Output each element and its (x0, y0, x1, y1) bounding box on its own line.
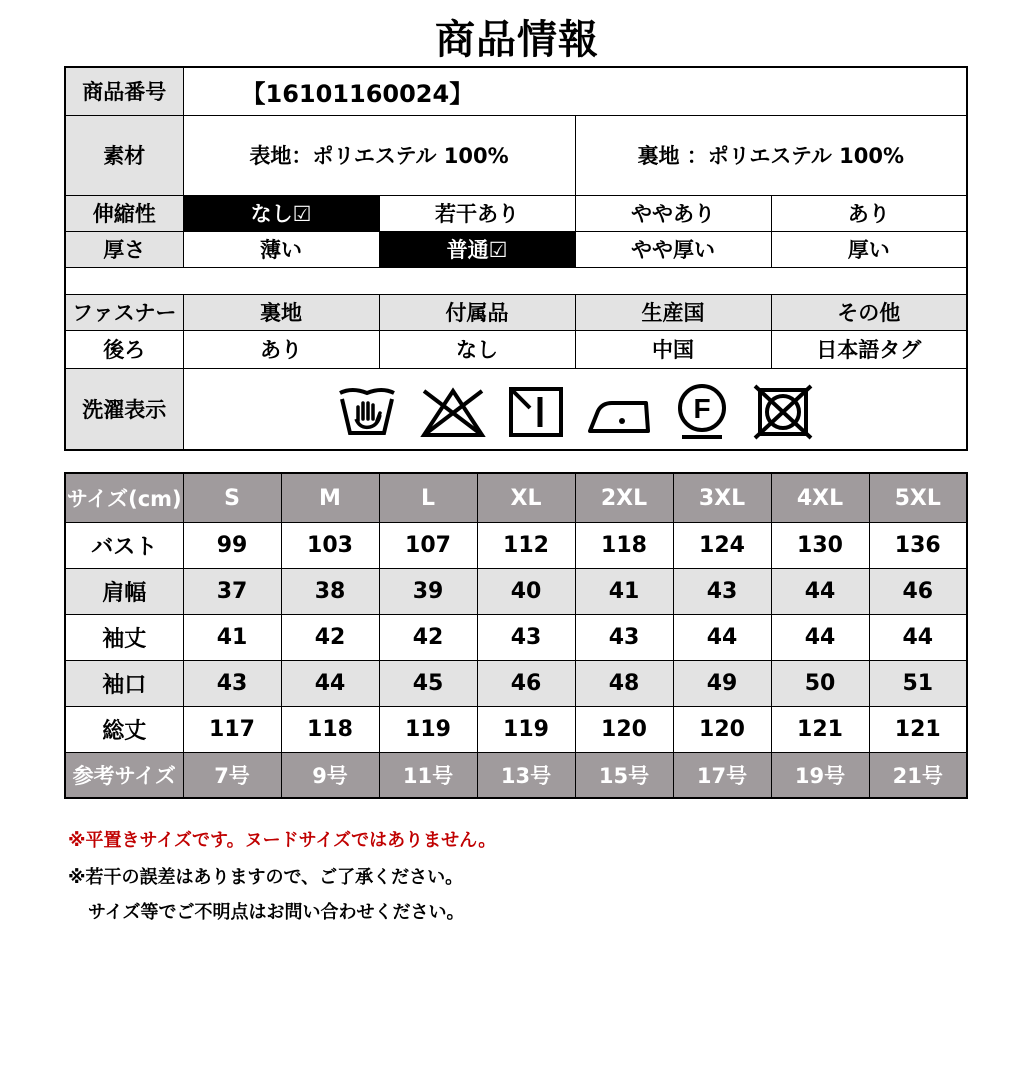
size-header-label: サイズ(cm) (65, 473, 183, 523)
thickness-option-thick: 厚い (771, 231, 967, 267)
row-label-sleeve-length: 袖丈 (65, 615, 183, 661)
table-cell: 44 (771, 569, 869, 615)
size-col-l: L (379, 473, 477, 523)
table-cell: 117 (183, 707, 281, 753)
table-cell: 50 (771, 661, 869, 707)
table-cell: 118 (575, 523, 673, 569)
svg-text:F: F (693, 392, 711, 424)
stretch-label: 伸縮性 (65, 195, 183, 231)
size-col-4xl: 4XL (771, 473, 869, 523)
washing-label: 洗濯表示 (65, 368, 183, 450)
reference-size-row (65, 753, 967, 799)
table-cell: 120 (673, 707, 771, 753)
zipper-header: ファスナー (65, 294, 183, 330)
material-outer: 表地：ポリエステル 100% (183, 115, 575, 195)
table-cell: 13号 (477, 753, 575, 799)
stretch-option-yes: あり (771, 195, 967, 231)
hand-wash-icon (336, 385, 398, 439)
table-cell: 19号 (771, 753, 869, 799)
spacer-row (65, 267, 967, 294)
row-label-cuff: 袖口 (65, 661, 183, 707)
table-cell: 48 (575, 661, 673, 707)
table-cell: 44 (673, 615, 771, 661)
stretch-option-slight: 若干あり (379, 195, 575, 231)
table-cell: 121 (771, 707, 869, 753)
size-col-xl: XL (477, 473, 575, 523)
size-table (64, 472, 968, 799)
accessories-value: なし (379, 330, 575, 368)
accessories-header: 付属品 (379, 294, 575, 330)
note-contact: サイズ等でご不明点はお問い合わせください。 (88, 902, 465, 923)
thickness-option-slightly-thick: やや厚い (575, 231, 771, 267)
note-tolerance: ※若干の誤差はありますので、ご了承ください。 (68, 867, 464, 888)
table-cell: 43 (575, 615, 673, 661)
thickness-option-thin: 薄い (183, 231, 379, 267)
size-col-s: S (183, 473, 281, 523)
row-label-shoulder: 肩幅 (65, 569, 183, 615)
lining-header: 裏地 (183, 294, 379, 330)
washing-row (65, 368, 967, 450)
spacer-cell (65, 267, 967, 294)
table-cell: 45 (379, 661, 477, 707)
table-cell: 121 (869, 707, 967, 753)
table-cell: 124 (673, 523, 771, 569)
table-cell: 136 (869, 523, 967, 569)
washing-icons (184, 377, 967, 441)
table-cell: 39 (379, 569, 477, 615)
table-cell: 43 (477, 615, 575, 661)
table-cell: 44 (869, 615, 967, 661)
table-cell: 15号 (575, 753, 673, 799)
table-cell: 37 (183, 569, 281, 615)
table-row (65, 707, 967, 753)
table-cell: 49 (673, 661, 771, 707)
table-cell: 99 (183, 523, 281, 569)
table-cell: 130 (771, 523, 869, 569)
no-bleach-icon (420, 385, 486, 439)
table-cell: 43 (673, 569, 771, 615)
table-cell: 107 (379, 523, 477, 569)
table-cell: 41 (575, 569, 673, 615)
country-header: 生産国 (575, 294, 771, 330)
table-cell: 44 (281, 661, 379, 707)
washing-icons-cell (183, 368, 967, 450)
page-title: 商品情報 (435, 17, 599, 63)
material-label: 素材 (65, 115, 183, 195)
iron-low-icon (586, 385, 652, 439)
material-lining: 裏地 ：ポリエステル 100% (575, 115, 967, 195)
reference-size-label: 参考サイズ (65, 753, 183, 799)
product-info-table (64, 66, 968, 451)
table-cell: 17号 (673, 753, 771, 799)
attributes-header-row (65, 294, 967, 330)
table-cell: 9号 (281, 753, 379, 799)
table-row (65, 569, 967, 615)
lining-value: あり (183, 330, 379, 368)
other-value: 日本語タグ (771, 330, 967, 368)
table-cell: 119 (379, 707, 477, 753)
table-cell: 7号 (183, 753, 281, 799)
table-cell: 38 (281, 569, 379, 615)
country-value: 中国 (575, 330, 771, 368)
table-cell: 112 (477, 523, 575, 569)
no-tumble-dry-icon (752, 384, 814, 440)
dry-clean-f-icon (674, 383, 730, 441)
size-header-row (65, 473, 967, 523)
table-cell: 103 (281, 523, 379, 569)
stretch-option-none: なし☑ (183, 195, 379, 231)
material-row (65, 115, 967, 195)
table-row (65, 615, 967, 661)
table-cell: 43 (183, 661, 281, 707)
table-cell: 120 (575, 707, 673, 753)
zipper-value: 後ろ (65, 330, 183, 368)
product-number-row (65, 67, 967, 115)
thickness-label: 厚さ (65, 231, 183, 267)
stretch-row (65, 195, 967, 231)
row-label-total-length: 総丈 (65, 707, 183, 753)
table-cell: 11号 (379, 753, 477, 799)
table-cell: 119 (477, 707, 575, 753)
size-col-3xl: 3XL (673, 473, 771, 523)
table-cell: 118 (281, 707, 379, 753)
size-col-2xl: 2XL (575, 473, 673, 523)
table-row (65, 661, 967, 707)
thickness-row (65, 231, 967, 267)
table-cell: 41 (183, 615, 281, 661)
line-dry-shade-icon (508, 385, 564, 439)
stretch-option-some: ややあり (575, 195, 771, 231)
table-cell: 42 (379, 615, 477, 661)
table-cell: 40 (477, 569, 575, 615)
thickness-option-normal: 普通☑ (379, 231, 575, 267)
table-cell: 21号 (869, 753, 967, 799)
table-cell: 44 (771, 615, 869, 661)
table-row (65, 523, 967, 569)
size-col-5xl: 5XL (869, 473, 967, 523)
notes (68, 822, 496, 930)
attributes-value-row (65, 330, 967, 368)
table-cell: 46 (477, 661, 575, 707)
product-number-label: 商品番号 (65, 67, 183, 115)
size-col-m: M (281, 473, 379, 523)
row-label-bust: バスト (65, 523, 183, 569)
table-cell: 46 (869, 569, 967, 615)
table-cell: 51 (869, 661, 967, 707)
other-header: その他 (771, 294, 967, 330)
product-number-value: 【16101160024】 (183, 67, 967, 115)
table-cell: 42 (281, 615, 379, 661)
note-flat-measurement: ※平置きサイズです。ヌードサイズではありません。 (68, 830, 497, 851)
